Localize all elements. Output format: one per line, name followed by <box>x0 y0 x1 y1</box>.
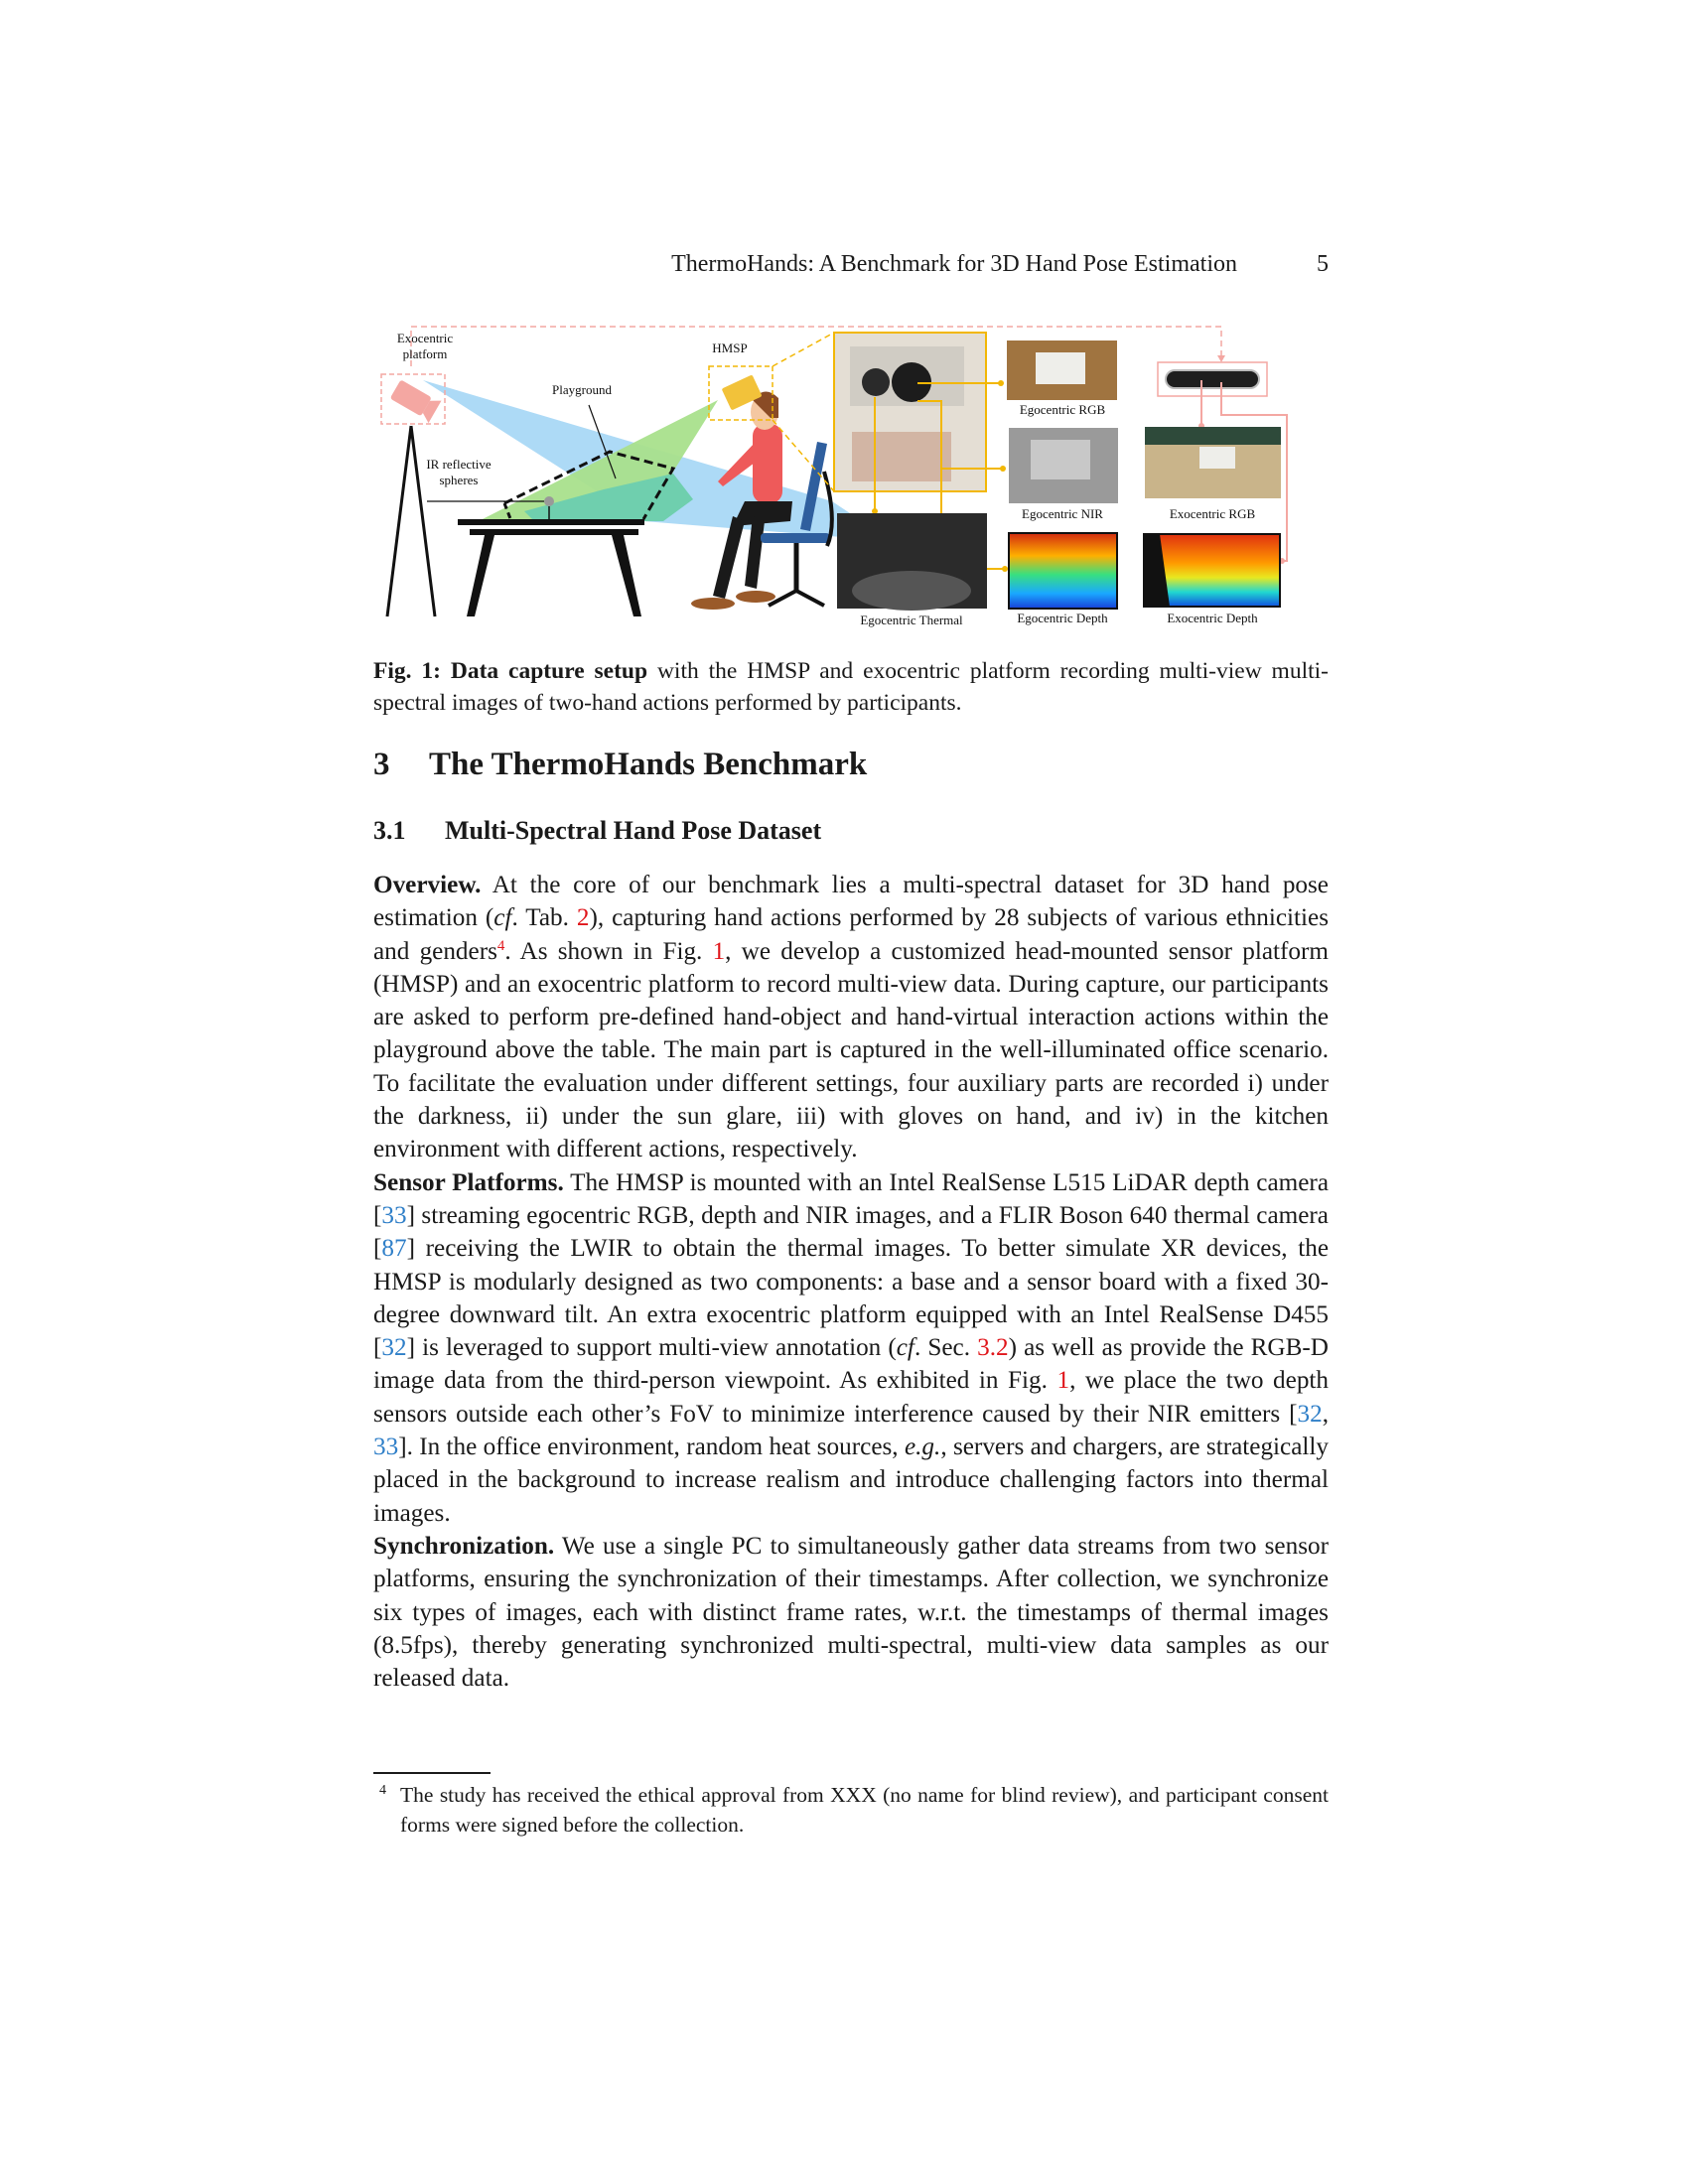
svg-text:Exocentric: Exocentric <box>396 331 454 345</box>
svg-text:spheres: spheres <box>439 473 479 487</box>
text-run: , servers and chargers, are strategically placed in the background to increase realism and introduce challenging factors into thermal images. <box>373 1433 1329 1527</box>
citation-link[interactable]: 32 <box>381 1334 407 1362</box>
overview-heading: Overview. <box>373 872 482 898</box>
citation-link[interactable]: 87 <box>381 1235 407 1263</box>
text-run: ] receiving the LWIR to obtain the thermal images. To better simulate XR devices, the HMSP is modularly designed as two components: a base and a sensor board with a fixed 30-degree downward tilt. An extra exocentric platform equipped with an Intel RealSense D455 [ <box>373 1235 1329 1362</box>
section-number: 3 <box>373 747 390 782</box>
figure-1 <box>375 323 1329 628</box>
subsection-title: Multi-Spectral Hand Pose Dataset <box>445 816 822 845</box>
text-run: e.g. <box>904 1433 941 1461</box>
caption-lead: Data capture setup <box>450 658 648 684</box>
paragraph-sensor-platforms <box>373 1166 1329 1530</box>
section-title: The ThermoHands Benchmark <box>429 747 868 782</box>
text-run: We use a single PC to simultaneously gather data streams from two sensor platforms, ensuring the synchronization of their timestamps. After collection, we synchronize six types of images, each with distinct frame rates, w.r.t. the timestamps of thermal images (8.5fps), thereby generating synchronized multi-spectral, multi-view data samples as our released data. <box>373 1532 1329 1693</box>
svg-text:Playground: Playground <box>552 382 612 397</box>
text-run: , <box>1322 1400 1329 1428</box>
svg-text:Egocentric RGB: Egocentric RGB <box>1019 402 1106 417</box>
caption-label: Fig. 1: <box>373 658 441 684</box>
svg-text:Exocentric RGB: Exocentric RGB <box>1169 506 1256 521</box>
page-number: 5 <box>1317 251 1329 277</box>
text-run: ]. In the office environment, random heat sources, <box>398 1433 905 1461</box>
subsection-heading <box>373 816 821 846</box>
svg-text:IR reflective: IR reflective <box>426 457 492 472</box>
text-run: cf <box>896 1334 914 1362</box>
caption-text: with the HMSP and exocentric platform recording multi-view multi-spectral images of two-hand actions performed by participants. <box>373 658 1330 716</box>
text-run: . As shown in Fig. <box>504 937 713 965</box>
text-run: . Tab. <box>511 904 577 932</box>
running-title: ThermoHands: A Benchmark for 3D Hand Pose Estimation <box>671 251 1237 277</box>
body-text <box>373 869 1329 1695</box>
text-run: The HMSP is mounted with an Intel RealSense L515 LiDAR depth camera [ <box>373 1168 1329 1229</box>
footnote-text: The study has received the ethical approval from XXX (no name for blind review), and participant consent forms were signed before the collection. <box>400 1783 1329 1837</box>
citation-link[interactable]: 32 <box>1297 1400 1323 1428</box>
figure-ref-link[interactable]: 1 <box>712 937 726 965</box>
paragraph-overview <box>373 869 1329 1166</box>
svg-text:HMSP: HMSP <box>712 341 748 355</box>
text-run: cf <box>493 904 512 932</box>
sensor-heading: Sensor Platforms. <box>373 1168 564 1196</box>
text-run: At the core of our benchmark lies a multi-spectral dataset for 3D hand pose estimation ( <box>373 872 1329 932</box>
svg-text:Egocentric NIR: Egocentric NIR <box>1022 506 1103 521</box>
footnote-ref-link[interactable]: 4 <box>496 937 505 954</box>
svg-text:Egocentric Depth: Egocentric Depth <box>1017 611 1108 625</box>
text-run: ), capturing hand actions performed by 28 subjects of various ethnicities and genders <box>373 904 1330 965</box>
text-run: , we develop a customized head-mounted sensor platform (HMSP) and an exocentric platform to record multi-view data. During capture, our participants are asked to perform pre-defined hand-object and hand-virtual interaction actions within the playground above the table. The main part is captured in the well-illuminated office scenario. To facilitate the evaluation under different settings, four auxiliary parts are recorded i) under the darkness, ii) under the sun glare, iii) with gloves on hand, and iv) in the kitchen environment with different actions, respectively. <box>373 937 1329 1163</box>
text-run: ] streaming egocentric RGB, depth and NIR images, and a FLIR Boson 640 thermal camera [ <box>373 1201 1329 1263</box>
text-run: ] is leveraged to support multi-view annotation ( <box>406 1334 897 1362</box>
sync-heading: Synchronization. <box>373 1532 555 1560</box>
text-run: , we place the two depth sensors outside each other’s FoV to minimize interference caused by their NIR emitters [ <box>373 1367 1330 1428</box>
table-ref-link[interactable]: 2 <box>576 904 590 932</box>
realsense-d455-icon <box>1166 370 1259 388</box>
footnote-mark: 4 <box>379 1783 386 1798</box>
footnote <box>373 1780 1329 1840</box>
paragraph-synchronization <box>373 1530 1329 1695</box>
section-ref-link[interactable]: 3.2 <box>977 1334 1009 1362</box>
egocentric-depth-image <box>1009 533 1117 609</box>
text-run: ) as well as provide the RGB-D image data from the third-person viewpoint. As exhibited in Fig. <box>373 1334 1329 1395</box>
figure-caption <box>373 655 1329 719</box>
citation-link[interactable]: 33 <box>373 1433 399 1461</box>
footnote-rule <box>373 1772 491 1774</box>
subsection-number: 3.1 <box>373 816 406 845</box>
svg-text:platform: platform <box>402 346 448 361</box>
svg-text:Exocentric Depth: Exocentric Depth <box>1167 611 1258 625</box>
text-run: . Sec. <box>914 1334 978 1362</box>
citation-link[interactable]: 33 <box>381 1201 407 1229</box>
section-heading <box>373 747 867 783</box>
svg-text:Egocentric Thermal: Egocentric Thermal <box>860 613 963 627</box>
running-head <box>373 251 1329 281</box>
figure-ref-link[interactable]: 1 <box>1056 1367 1070 1395</box>
